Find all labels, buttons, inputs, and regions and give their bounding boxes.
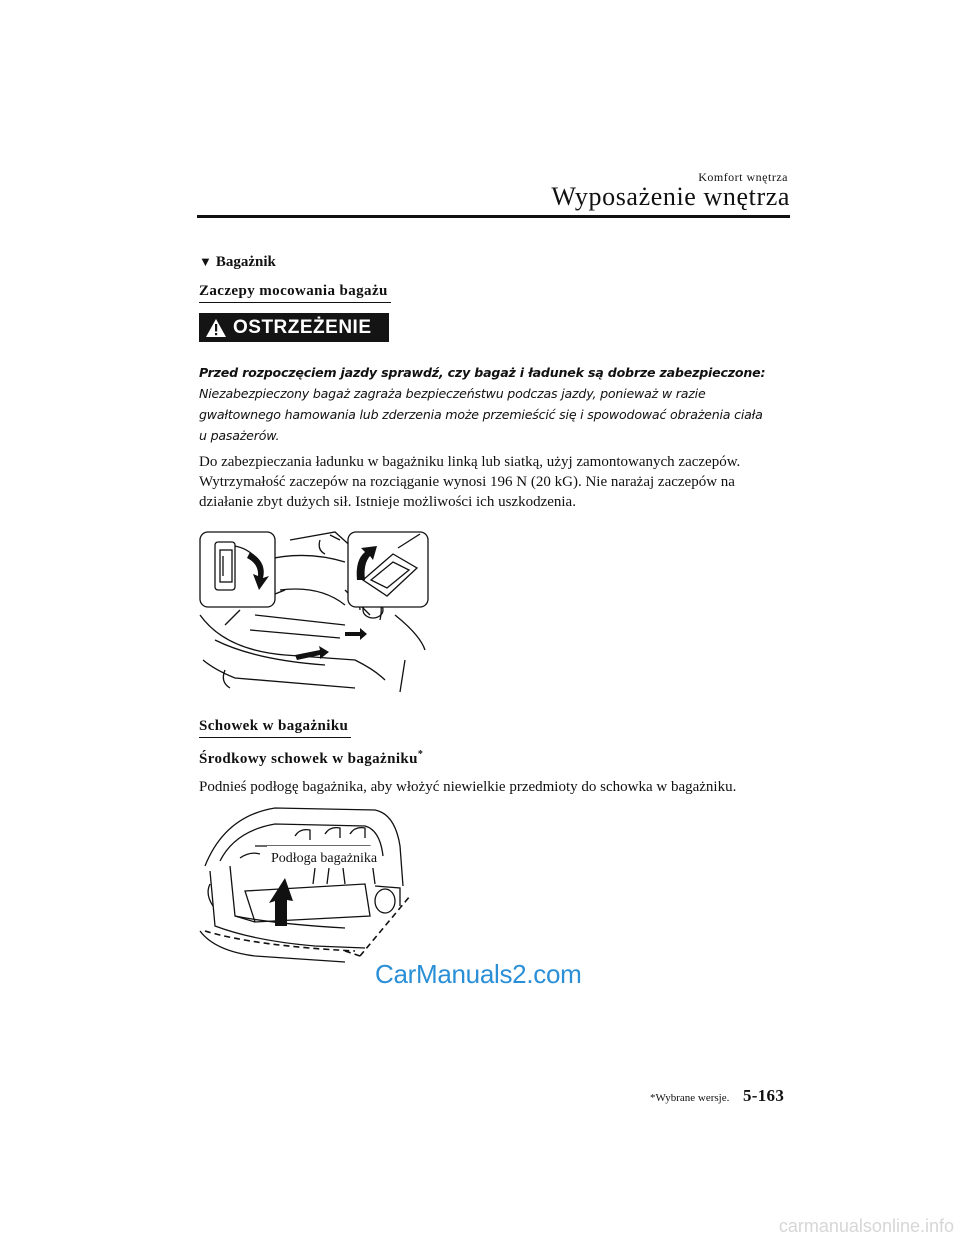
carmanuals-watermark: CarManuals2.com	[375, 959, 582, 989]
body-line: Wytrzymałość zaczepów na rozciąganie wynosi 196 N (20 kG). Nie narażaj zaczepów na	[199, 474, 735, 490]
section-header-title: Wyposażenie wnętrza	[551, 182, 790, 211]
heading-underline	[199, 302, 391, 304]
warning-lead: Przed rozpoczęciem jazdy sprawdź, czy bagaż i ładunek są dobrze zabezpieczone:	[199, 365, 766, 380]
optional-asterisk: *	[417, 749, 424, 760]
site-watermark	[0, 1216, 960, 1237]
footnote: *Wybrane wersje.	[650, 1092, 730, 1104]
site-watermark-text: carmanualsonline.info	[778, 1216, 954, 1236]
subsection-heading-text: Schowek w bagażniku	[199, 718, 349, 734]
warning-triangle-icon	[199, 318, 233, 338]
page-number: 5-163	[743, 1086, 785, 1105]
subsection-heading-text: Środkowy schowek w bagażniku	[199, 751, 418, 767]
warning-banner	[199, 313, 389, 342]
triangle-marker-icon: ▼	[199, 254, 212, 269]
subsection-heading-center-storage	[199, 749, 423, 768]
heading-underline	[199, 737, 351, 739]
tie-down-hooks-illustration	[195, 520, 440, 695]
warning-line: u pasażerów.	[199, 428, 280, 443]
body-paragraph-storage: Podnieś podłogę bagażnika, aby włożyć niewielkie przedmioty do schowka w bagażniku.	[199, 779, 737, 795]
subsection-heading-trunk-storage	[199, 718, 348, 735]
section-heading	[199, 254, 276, 271]
header-rule	[197, 215, 790, 218]
body-line: Do zabezpieczania ładunku w bagażniku linką lub siatką, użyj zamontowanych zaczepów.	[199, 454, 741, 470]
warning-line: Niezabezpieczony bagaż zagraża bezpieczeństwu podczas jazdy, ponieważ w razie	[199, 386, 706, 401]
section-heading-text: Bagażnik	[215, 254, 276, 270]
floor-callout-label: Podłoga bagażnika	[271, 851, 378, 866]
body-line: działanie zbyt dużych sił. Istnieje możliwości ich uszkodzenia.	[199, 494, 576, 510]
subsection-heading-text: Zaczepy mocowania bagażu	[199, 283, 388, 299]
chapter-title: Komfort wnętrza	[698, 170, 788, 184]
warning-text	[199, 362, 799, 446]
warning-line: gwałtownego hamowania lub zderzenia może przemieścić się i spowodować obrażenia ciała	[199, 407, 763, 422]
warning-label: OSTRZEŻENIE	[233, 316, 372, 338]
trunk-floor-storage-illustration	[195, 806, 420, 966]
subsection-heading-tie-downs	[199, 283, 388, 300]
body-paragraph-tie-downs	[199, 452, 799, 512]
